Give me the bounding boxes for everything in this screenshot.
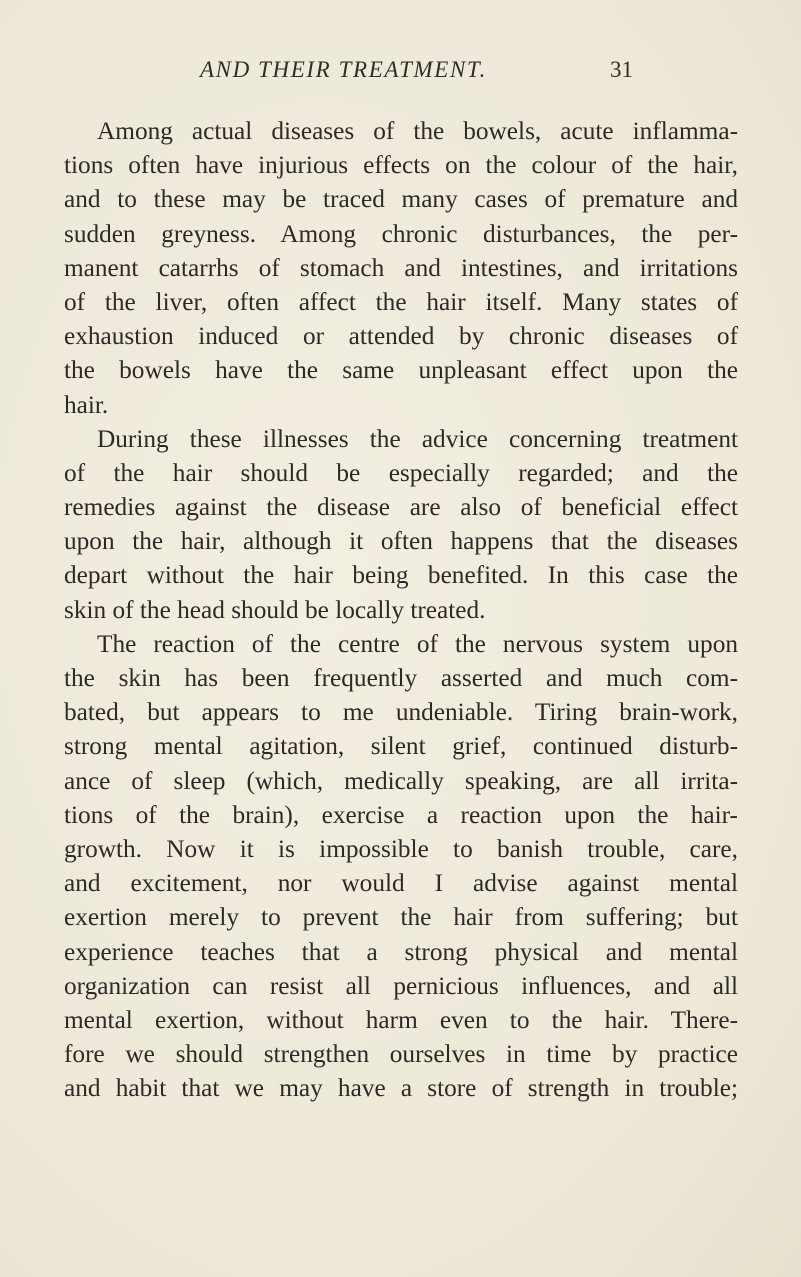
text-line: sudden greyness. Among chronic disturbances, the per- [64, 219, 738, 248]
text-line: ance of sleep (which, medically speaking, are all irrita- [64, 766, 738, 795]
text-line: of the liver, often affect the hair itself. Many states of [64, 287, 738, 316]
text-line: bated, but appears to me undeniable. Tiring brain-work, [64, 698, 738, 727]
text-line: the skin has been frequently asserted and much com- [64, 664, 738, 692]
text-line: tions of the brain), exercise a reaction upon the hair- [64, 800, 738, 829]
text-line: depart without the hair being benefited. In this case the [64, 561, 738, 590]
text-line: skin of the head should be locally treated. [64, 595, 486, 624]
text-line: During these illnesses the advice concerning treatment [97, 424, 738, 453]
text-line: upon the hair, although it often happens that the diseases [64, 527, 738, 556]
text-line: tions often have injurious effects on the colour of the hair, [64, 151, 738, 180]
text-line: organization can resist all pernicious influences, and all [64, 971, 738, 1000]
text-line: of the hair should be especially regarded; and the [64, 458, 738, 487]
text-line: growth. Now it is impossible to banish trouble, care, [64, 834, 738, 863]
page-number: 31 [610, 57, 633, 82]
text-line: exhaustion induced or attended by chronic diseases of [64, 322, 738, 351]
text-line: Among actual diseases of the bowels, acute inflamma- [97, 117, 738, 145]
text-line: experience teaches that a strong physical and mental [64, 937, 738, 966]
text-line: hair. [64, 390, 109, 419]
running-title: AND THEIR TREATMENT. [200, 57, 487, 82]
text-line: manent catarrhs of stomach and intestines, and irritations [64, 253, 738, 282]
text-line: mental exertion, without harm even to the hair. There- [64, 1005, 738, 1034]
text-line: strong mental agitation, silent grief, continued disturb- [64, 732, 738, 761]
body-text [64, 114, 738, 1105]
running-head [0, 57, 801, 91]
text-line: the bowels have the same unpleasant effect upon the [64, 356, 738, 385]
text-line: and habit that we may have a store of strength in trouble; [64, 1074, 738, 1103]
text-line: fore we should strengthen ourselves in time by practice [64, 1040, 738, 1069]
text-line: and excitement, nor would I advise against mental [64, 869, 738, 898]
text-line: remedies against the disease are also of beneficial effect [64, 493, 738, 522]
text-line: The reaction of the centre of the nervous system upon [97, 629, 738, 658]
text-line: exertion merely to prevent the hair from suffering; but [64, 903, 738, 932]
text-line: and to these may be traced many cases of premature and [64, 185, 738, 214]
